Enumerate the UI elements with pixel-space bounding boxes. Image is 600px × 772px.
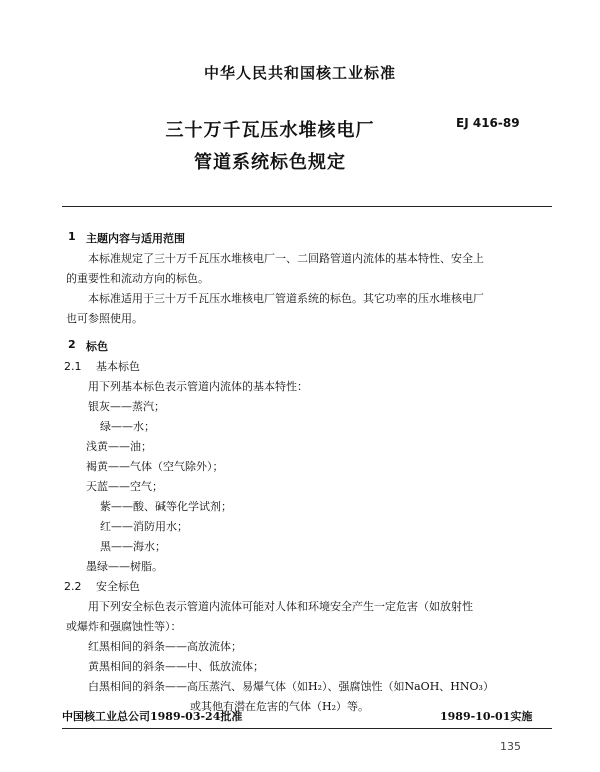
section1-number: 1: [68, 230, 76, 243]
section1-heading: 主题内容与适用范围: [86, 232, 185, 245]
subsection-2-2-heading: 安全标色: [96, 580, 140, 593]
subsection-2-1-number: 2.1: [64, 360, 82, 373]
color-list-item: 黑——海水；: [100, 540, 166, 553]
safety-list-item: 或其他有潜在危害的气体（H₂）等。: [190, 700, 370, 713]
section1-para2-line1: 本标准适用于三十万千瓦压水堆核电厂管道系统的标色。其它功率的压水堆核电厂: [88, 292, 484, 305]
document-title-line1: 三十万千瓦压水堆核电厂: [165, 120, 375, 141]
section1-para1-line2: 的重要性和流动方向的标色。: [66, 272, 209, 285]
section1-para2-line2: 也可参照使用。: [66, 312, 143, 325]
safety-list-item: 黄黑相间的斜条——中、低放流体；: [88, 660, 264, 673]
subsection-2-1-intro: 用下列基本标色表示管道内流体的基本特性：: [88, 380, 308, 393]
footer-divider: [62, 728, 552, 729]
color-list-item: 红——消防用水；: [100, 520, 188, 533]
page-number: 135: [500, 740, 521, 753]
subsection-2-1-heading: 基本标色: [96, 360, 140, 373]
color-list-item: 墨绿——树脂。: [86, 560, 163, 573]
safety-list-item: 白黑相间的斜条——高压蒸汽、易爆气体（如H₂）、强腐蚀性（如NaOH、HNO₃）: [88, 680, 494, 693]
section2-heading: 标色: [86, 340, 108, 353]
subsection-2-2-intro-line1: 用下列安全标色表示管道内流体可能对人体和环境安全产生一定危害（如放射性: [88, 600, 473, 613]
subsection-2-2-number: 2.2: [64, 580, 82, 593]
color-list-item: 银灰——蒸汽；: [88, 400, 165, 413]
standard-category: 中华人民共和国核工业标准: [203, 64, 396, 82]
color-list-item: 紫——酸、碱等化学试剂；: [100, 500, 232, 513]
color-list-item: 天蓝——空气；: [86, 480, 163, 493]
color-list-item: 绿——水；: [100, 420, 155, 433]
standard-code: EJ 416-89: [456, 116, 520, 130]
approval-note: 中国核工业总公司1989-03-24批准: [62, 710, 243, 723]
color-list-item: 褐黄——气体（空气除外）；: [86, 460, 224, 473]
document-title-line2: 管道系统标色规定: [194, 152, 346, 173]
section2-number: 2: [68, 338, 76, 351]
subsection-2-2-intro-line2: 或爆炸和强腐蚀性等）：: [66, 620, 182, 633]
color-list-item: 浅黄——油；: [86, 440, 152, 453]
implementation-date: 1989-10-01实施: [440, 710, 533, 723]
header-divider: [62, 206, 552, 207]
section1-para1-line1: 本标准规定了三十万千瓦压水堆核电厂一、二回路管道内流体的基本特性、安全上: [88, 252, 484, 265]
safety-list-item: 红黑相间的斜条——高放流体；: [88, 640, 242, 653]
